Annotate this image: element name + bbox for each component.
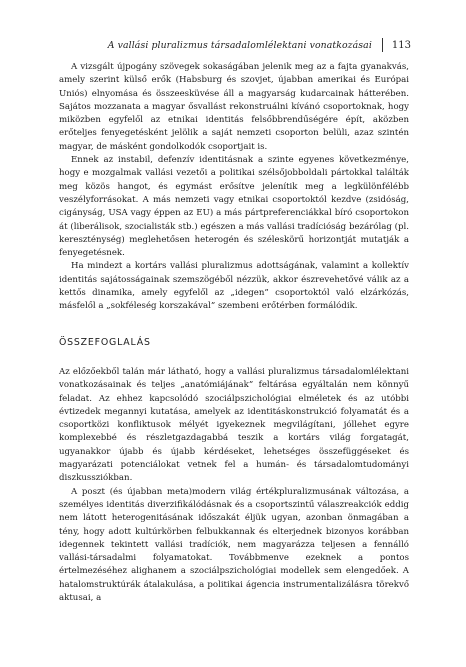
section-heading: ÖSSZEFOGLALÁS: [59, 336, 151, 348]
body-paragraph: Ennek az instabil, defenzív identitásnak a szinte egyenes következménye, hogy e mozgalmak vallási vezetői a politikai szélsőjobboldali pártokkal találták meg közös hangot, és egymást erősítve jelenítik meg a legkülönfélébb veszélyforrásokat. A más nemzeti vagy etnikai csoportoktól kezdve (zsidóság, cigányság, USA vagy éppen az EU) a más pártpreferenciákkal bíró csoportokon át (liberálisok, szocialisták stb.) egészen a más vallási tradícióság bezárólag (pl. kereszténység) meglehetősen heterogén és széleskörű horizontját mutatják a fenyegetésnek.: [59, 155, 409, 259]
running-head-title: A vallási pluralizmus társadalomlélektani vonatkozásai: [107, 39, 372, 51]
body-paragraph: Ha mindezt a kortárs vallási pluralizmus adottságának, valamint a kollektív identitás sajátosságainak szemszögéből nézzük, akkor észrevehetővé válik az a kettős dinamika, amely egyfelől az „idegen” csoportoktól való elzárkózás, másfelől a „sokféleség korszakával” szembeni erőtérben formálódik.: [59, 261, 409, 312]
page-number: 113: [391, 39, 411, 51]
running-head-divider: [382, 38, 383, 52]
running-head: [60, 38, 411, 52]
body-paragraph: Az előzőekből talán már látható, hogy a vallási pluralizmus társadalomlélektani vonatkozásainak és teljes „anatómiájának” feltárása egyáltalán nem könnyű feladat. Az ehhez kapcsolódó szociálpszichológiai elméletek és az utóbbi évtizedek megannyi kutatása, amelyek az identitáskonstrukció folyamatát és a csoportközi konfliktusok mélyét igyekeznek megvilágítani, jóllehet egyre komplexebbé és részletgazdagabbá teszik a kortárs világ forgatagát, ugyanakkor újabb és újabb kérdéseket, lehetséges összefüggéseket és magyarázati potenciálokat vetnek fel a humán- és társadalomtudományi diszkussziókban.: [59, 366, 409, 484]
page-body: [59, 61, 409, 605]
body-paragraph: A vizsgált újpogány szövegek sokaságában jelenik meg az a fajta gyanakvás, amely szerint külső erők (Habsburg és szovjet, újabban amerikai és Európai Uniós) elnyomása és összeesküvése áll a magyarság kudarcainak hátterében. Sajátos mozzanata a magyar ősvallást rekonstruálni kívánó csoportoknak, hogy miközben egyfelől az etnikai identitás felsőbbrendűségére épít, aközben erőteljes fenyegetésként jelölik a saját nemzeti csoporton belüli, azaz szintén magyar, de másként gondolkodók csoportjait is.: [59, 62, 409, 152]
body-paragraph: A poszt (és újabban meta)modern világ értékpluralizmusának változása, a személyes identitás diverzifikálódásnak és a csoportszintű válaszreakciók eddig nem látott heterogenitásának időszakát éljük ugyan, azonban önmagában a tény, hogy adott kultúrkörben felbukkannak és elterjednek bizonyos korábban idegennek tekintett vallási tradíciók, nem magyarázza teljesen a fennálló vallási-társadalmi folyamatokat. Továbbmenve ezeknek a pontos értelmezéséhez alighanem a szociálpszichológiai modellek sem elengedőek. A hatalomstruktúrák átalakulása, a politikai ágencia instrumentalizálásra törekvő aktusai, a: [59, 486, 409, 603]
